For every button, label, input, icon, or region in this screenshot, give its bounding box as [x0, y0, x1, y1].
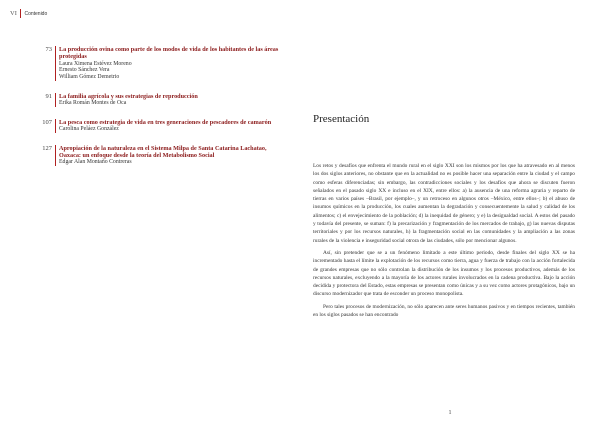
right-page: [300, 0, 600, 440]
page-heading: Presentación: [313, 113, 370, 125]
toc-entry[interactable]: [34, 93, 284, 107]
toc-entry[interactable]: [34, 46, 284, 81]
toc-title[interactable]: La pesca como estrategia de vida en tres generaciones de pescadores de camarón: [59, 118, 272, 126]
running-head-rule: [20, 9, 21, 18]
toc-rule: [55, 145, 56, 166]
toc-author: Laura Ximena Estévez Moreno: [59, 60, 132, 67]
body-text: [313, 162, 575, 319]
table-of-contents: [34, 46, 284, 178]
toc-author: William Gómez Demetrio: [59, 74, 120, 80]
toc-author: Edgar Alan Montaño Contreras: [59, 159, 132, 166]
toc-page-number: 127: [42, 144, 52, 152]
paragraph: Los retos y desafíos que enfrenta el mundo rural en el siglo XXI son los mismos por los que ha atravesado en al menos los dos siglos anteriores, no obstante que en la actualidad no es posible hacer una separación entre la ciudad y el campo como esferas diferenciadas; sin embargo, las contradicciones sociales y los desafíos que ahora se discuten fueron señalados en el pasado siglo XX e incluso en el XIX, entre ellos: a) la ausencia de una reforma agraria y reparto de tierras en varios países –Brasil, por ejemplo–, y un retroceso en algunos otros –México, entre ellos–; b) el abuso de insumos químicos en la producción, los cuales aumentan la degradación y consecuentemente la salud y calidad de los alimentos; c) el envejecimiento de la población; d) la inequidad de género; y e) la desigualdad social. A estos del pasado y todavía del presente, se suman: f) la precarización y fragmentación de los mercados de trabajo, g) las nuevas disputas territoriales y por los recursos naturales, h) la fragmentación social en las comunidades y la ampliación a las zonas rurales de la violencia e inseguridad social otrora de las ciudades, sólo por mencionar algunos.: [313, 163, 575, 244]
toc-rule: [55, 93, 56, 107]
toc-entry[interactable]: [34, 119, 284, 133]
toc-rule: [55, 119, 56, 133]
toc-title[interactable]: Apropiación de la naturaleza en el Sistema Milpa de Santa Catarina Lachatao, Oaxaca: un enfoque desde la teoría del Metabolismo Social: [59, 144, 267, 159]
toc-entry[interactable]: [34, 145, 284, 166]
toc-page-number: 107: [42, 118, 52, 126]
toc-rule: [55, 46, 56, 81]
toc-page-number: 91: [45, 92, 52, 100]
section-name: Contenido: [24, 10, 48, 17]
toc-author: Carolina Peláez González: [59, 126, 119, 132]
toc-page-number: 73: [45, 46, 52, 53]
folio: VI: [10, 10, 17, 17]
running-head: [10, 9, 47, 18]
toc-author: Erika Román Montes de Oca: [59, 100, 127, 106]
paragraph: Así, sin pretender que se a un fenómeno limitado a este último periodo, desde finales del siglo XX se ha incrementado hasta el límite la explotación de los recursos como tierra, agua y fuerza de trabajo con la acción fortalecida de grandes empresas que no sólo controlan la distribución de los insumos y los procesos productivos, además de los recursos naturales, excluyendo a la mayoría de los actores rurales involucrados en la cadena productiva. Bajo la acción decidida y protectora del Estado, estas empresas se presentan como únicas y a su vez como actores protagónicos, bajo un discurso modernizador que trata de esconder un proceso monopolista.: [313, 249, 575, 298]
toc-title[interactable]: La familia agrícola y sus estrategias de reproducción: [59, 92, 198, 100]
page-number: 1: [448, 410, 452, 416]
paragraph: Pero tales procesos de modernización, no sólo aparecen ante seres humanos pasivos y en tiempos recientes, también en los siglos pasados se han encontrado: [313, 303, 575, 319]
toc-title[interactable]: La producción ovina como parte de los modos de vida de los habitantes de las áreas protegidas: [59, 46, 279, 61]
toc-author: Ernesto Sánchez Vera: [59, 67, 110, 74]
